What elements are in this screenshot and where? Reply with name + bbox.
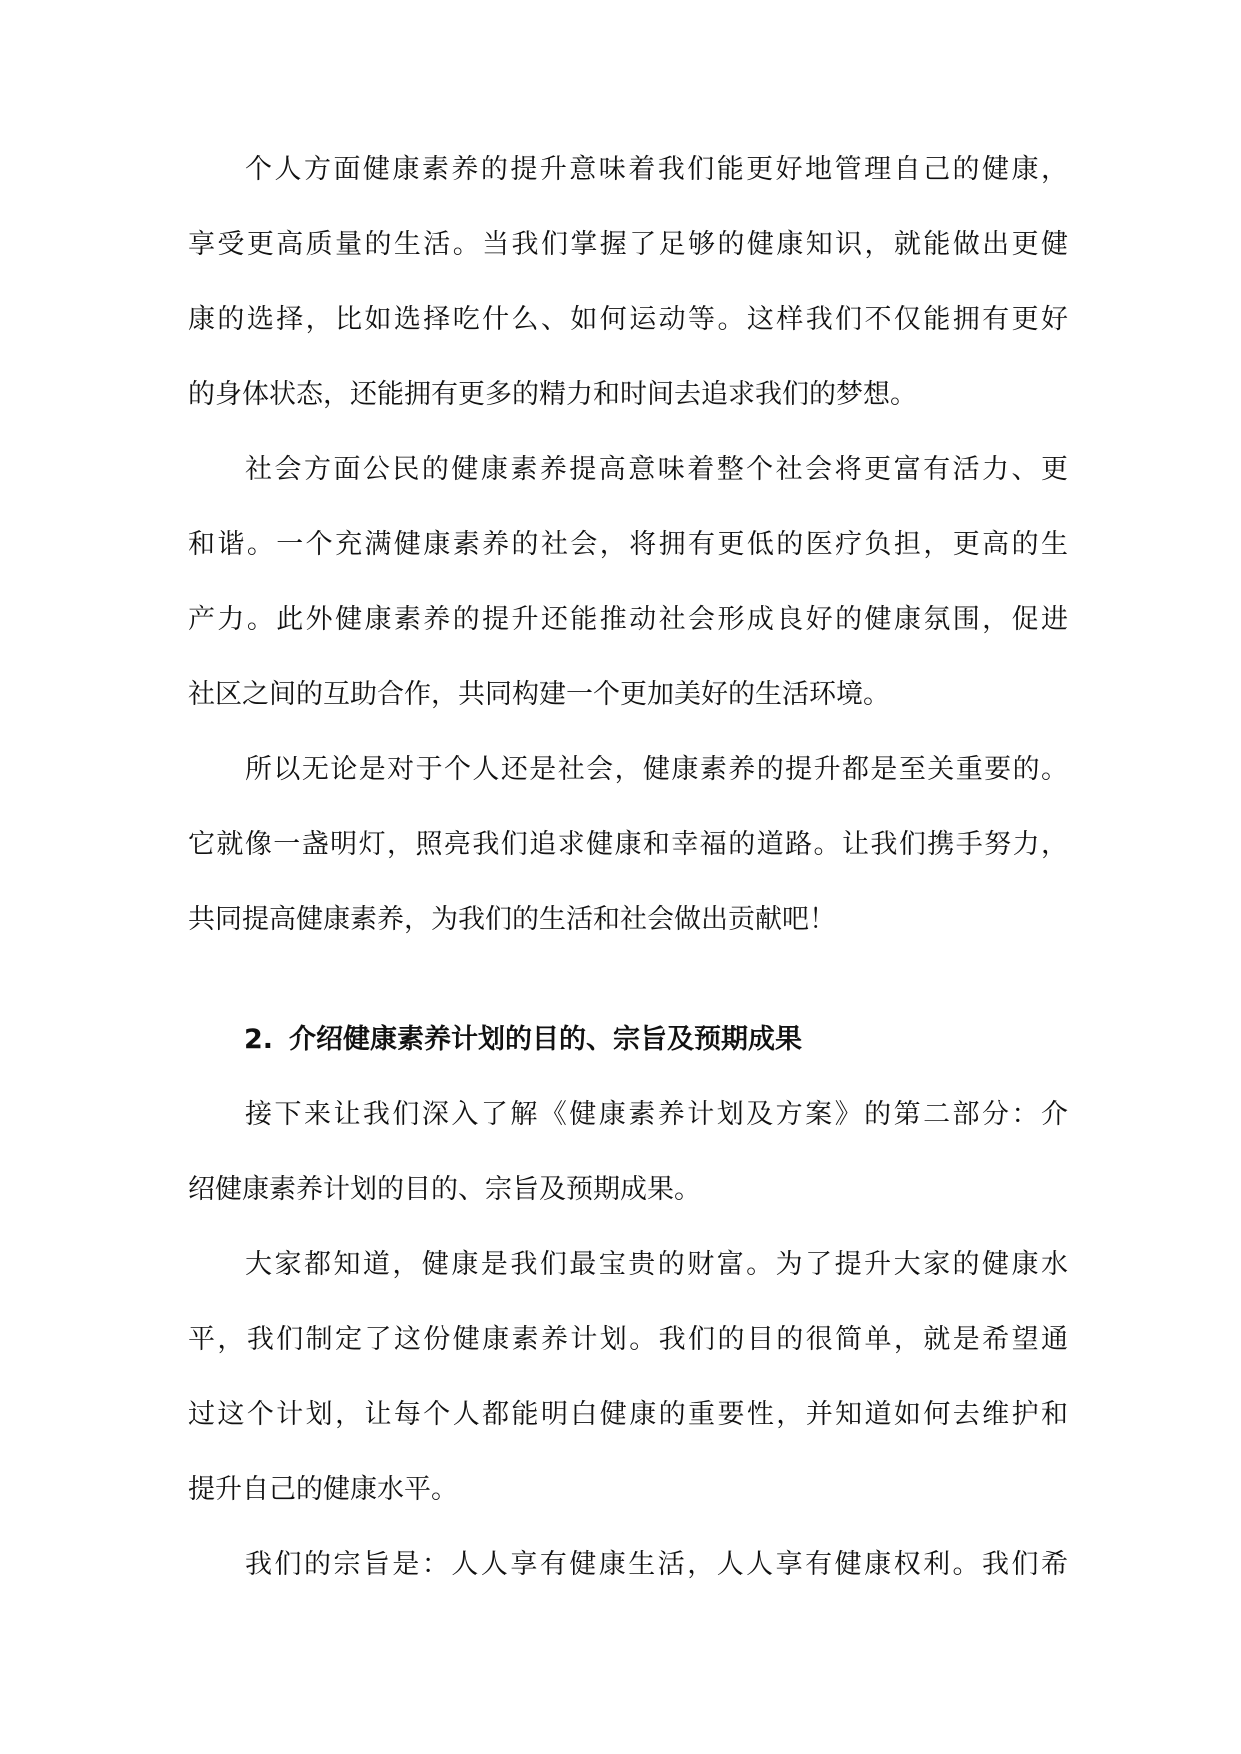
text-line: 过这个计划，让每个人都能明白健康的重要性，并知道如何去维护和 [188,1399,1068,1430]
paragraph-mission [188,1527,1068,1602]
text-line: 社区之间的互助合作，共同构建一个更加美好的生活环境。 [188,679,890,710]
text-line: 的身体状态，还能拥有更多的精力和时间去追求我们的梦想。 [188,379,917,410]
text-line: 社会方面公民的健康素养提高意味着整个社会将更富有活力、更 [245,454,1068,485]
text-line: 大家都知道，健康是我们最宝贵的财富。为了提升大家的健康水 [245,1249,1068,1280]
section-heading [244,1002,802,1077]
text-line: 共同提高健康素养，为我们的生活和社会做出贡献吧！ [188,904,836,935]
text-line: 它就像一盏明灯，照亮我们追求健康和幸福的道路。让我们携手努力， [188,829,1068,860]
text-line: 享受更高质量的生活。当我们掌握了足够的健康知识，就能做出更健 [188,229,1068,260]
text-line: 提升自己的健康水平。 [188,1474,458,1505]
text-line: 康的选择，比如选择吃什么、如何运动等。这样我们不仅能拥有更好 [188,304,1068,335]
paragraph-personal-health [188,132,1068,432]
text-line: 绍健康素养计划的目的、宗旨及预期成果。 [188,1174,701,1205]
text-line: 所以无论是对于个人还是社会，健康素养的提升都是至关重要的。 [245,754,1068,785]
text-line: 平，我们制定了这份健康素养计划。我们的目的很简单，就是希望通 [188,1324,1068,1355]
paragraph-social-health [188,432,1068,732]
text-line: 产力。此外健康素养的提升还能推动社会形成良好的健康氛围，促进 [188,604,1068,635]
text-line: 我们的宗旨是：人人享有健康生活，人人享有健康权利。我们希 [245,1549,1068,1580]
section-number: 2. [244,1024,274,1055]
section-title: 介绍健康素养计划的目的、宗旨及预期成果 [289,1024,803,1055]
text-line: 个人方面健康素养的提升意味着我们能更好地管理自己的健康， [245,154,1068,185]
paragraph-purpose [188,1227,1068,1527]
paragraph-intro-part-two [188,1077,1068,1227]
paragraph-conclusion [188,732,1068,957]
text-line: 接下来让我们深入了解《健康素养计划及方案》的第二部分：介 [245,1099,1068,1130]
text-line: 和谐。一个充满健康素养的社会，将拥有更低的医疗负担，更高的生 [188,529,1068,560]
